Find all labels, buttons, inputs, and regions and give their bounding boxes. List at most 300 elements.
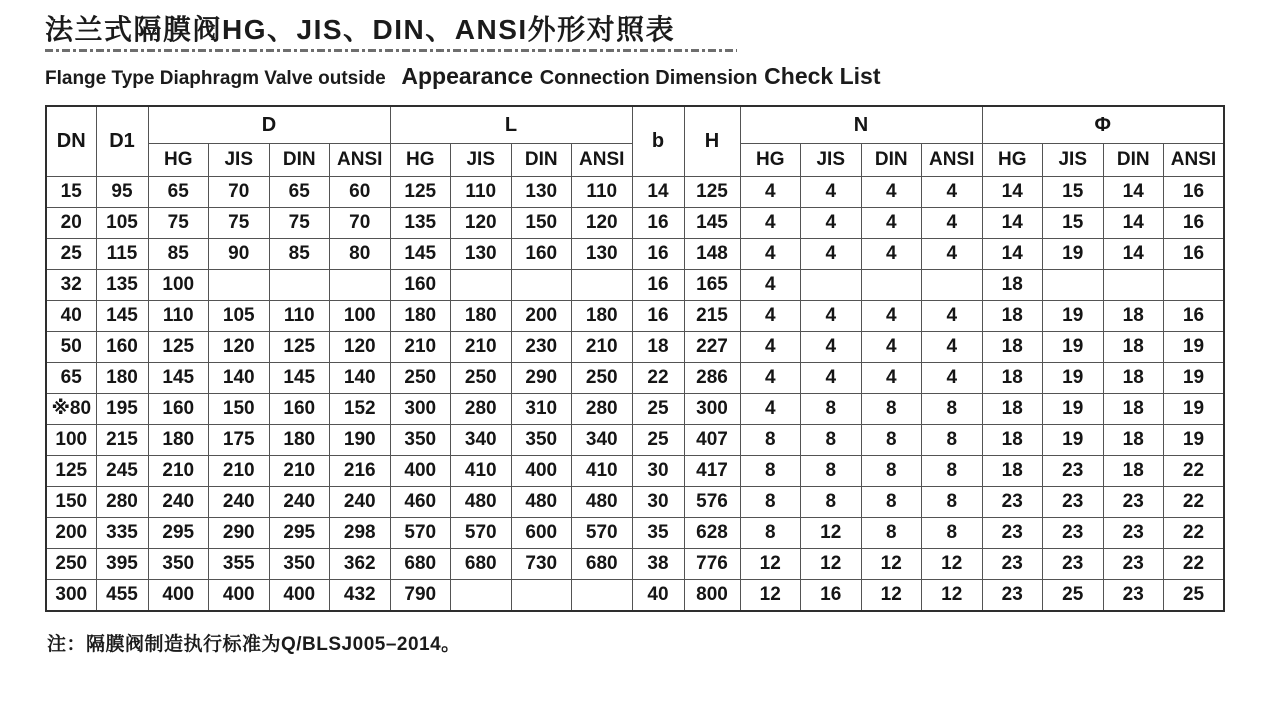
table-cell: 18 (982, 425, 1043, 456)
table-cell: 75 (269, 208, 330, 239)
subcol-header-d-jis: JIS (209, 144, 270, 177)
table-cell: 12 (740, 580, 801, 612)
table-cell: 22 (1164, 487, 1225, 518)
table-cell: 12 (740, 549, 801, 580)
table-cell: 23 (982, 518, 1043, 549)
subcol-header-l-din: DIN (511, 144, 572, 177)
table-cell: 335 (96, 518, 148, 549)
table-cell: 4 (922, 239, 983, 270)
table-cell: 25 (1164, 580, 1225, 612)
table-cell: 455 (96, 580, 148, 612)
table-row (46, 332, 1224, 363)
table-cell: 19 (1164, 332, 1225, 363)
table-cell (451, 580, 512, 612)
table-cell: 4 (861, 301, 922, 332)
table-cell: 245 (96, 456, 148, 487)
table-cell: 160 (148, 394, 209, 425)
table-cell: 8 (922, 456, 983, 487)
dimension-table (45, 105, 1225, 612)
table-cell (861, 270, 922, 301)
table-cell: 4 (922, 332, 983, 363)
table-cell: 776 (684, 549, 740, 580)
table-row (46, 363, 1224, 394)
table-cell: 110 (451, 177, 512, 208)
table-cell: 395 (96, 549, 148, 580)
table-cell: 19 (1164, 363, 1225, 394)
table-cell: 110 (148, 301, 209, 332)
table-cell: 40 (46, 301, 96, 332)
subcol-header-d-hg: HG (148, 144, 209, 177)
table-cell: 90 (209, 239, 270, 270)
table-cell: 210 (390, 332, 451, 363)
table-cell: 135 (390, 208, 451, 239)
table-cell: 4 (740, 270, 801, 301)
table-cell: 210 (572, 332, 633, 363)
table-cell: 480 (572, 487, 633, 518)
table-cell (511, 270, 572, 301)
subtitle-part-2: Appearance (401, 63, 534, 89)
subcol-header-n-din: DIN (861, 144, 922, 177)
table-cell: 4 (801, 363, 862, 394)
table-cell: 210 (148, 456, 209, 487)
table-cell: 100 (330, 301, 391, 332)
table-cell: 200 (511, 301, 572, 332)
table-cell: 4 (740, 239, 801, 270)
table-row (46, 394, 1224, 425)
table-cell: 70 (330, 208, 391, 239)
subcol-header-phi-hg: HG (982, 144, 1043, 177)
table-cell (511, 580, 572, 612)
table-cell: 8 (861, 394, 922, 425)
table-cell: 216 (330, 456, 391, 487)
table-cell: 160 (390, 270, 451, 301)
table-cell: 407 (684, 425, 740, 456)
table-cell: 14 (982, 177, 1043, 208)
table-cell: 60 (330, 177, 391, 208)
table-cell: 15 (1043, 208, 1104, 239)
table-cell: 150 (511, 208, 572, 239)
table-cell: 280 (451, 394, 512, 425)
table-cell (922, 270, 983, 301)
table-cell: 19 (1164, 394, 1225, 425)
col-header-b: b (632, 106, 684, 177)
table-row (46, 177, 1224, 208)
table-cell: 22 (1164, 456, 1225, 487)
table-cell: 12 (861, 580, 922, 612)
table-cell: 460 (390, 487, 451, 518)
table-cell: 300 (390, 394, 451, 425)
table-cell: 4 (861, 208, 922, 239)
table-cell: 65 (148, 177, 209, 208)
table-cell: 15 (46, 177, 96, 208)
table-cell: 4 (922, 208, 983, 239)
table-cell: 295 (148, 518, 209, 549)
table-cell: 680 (390, 549, 451, 580)
table-cell: 23 (1103, 580, 1164, 612)
table-cell: 432 (330, 580, 391, 612)
table-cell (269, 270, 330, 301)
table-cell: 70 (209, 177, 270, 208)
table-cell: 4 (801, 239, 862, 270)
table-cell: 4 (740, 394, 801, 425)
table-cell: 12 (922, 580, 983, 612)
table-cell: 80 (330, 239, 391, 270)
table-row (46, 301, 1224, 332)
table-cell (209, 270, 270, 301)
table-cell: 165 (684, 270, 740, 301)
table-cell: 145 (269, 363, 330, 394)
table-cell: 145 (684, 208, 740, 239)
table-row (46, 580, 1224, 612)
table-cell: 8 (740, 518, 801, 549)
table-cell: 19 (1164, 425, 1225, 456)
page-subtitle (45, 63, 1282, 91)
table-cell: 600 (511, 518, 572, 549)
table-cell: 14 (1103, 208, 1164, 239)
table-cell: 125 (684, 177, 740, 208)
table-cell: 400 (148, 580, 209, 612)
table-header (46, 106, 1224, 177)
table-cell: 790 (390, 580, 451, 612)
table-row (46, 549, 1224, 580)
table-cell: 350 (390, 425, 451, 456)
table-cell: 8 (801, 394, 862, 425)
table-cell: 25 (632, 394, 684, 425)
table-cell: 140 (330, 363, 391, 394)
subtitle-part-1: Flange Type Diaphragm Valve outside (45, 68, 386, 89)
table-cell: 4 (801, 208, 862, 239)
table-cell: 150 (46, 487, 96, 518)
table-cell: 200 (46, 518, 96, 549)
table-cell: 350 (269, 549, 330, 580)
table-cell: 14 (982, 239, 1043, 270)
table-cell: 4 (740, 332, 801, 363)
table-cell: 23 (1043, 549, 1104, 580)
table-cell: 14 (1103, 177, 1164, 208)
table-cell: 16 (632, 208, 684, 239)
table-cell: 8 (861, 487, 922, 518)
table-cell: 18 (982, 394, 1043, 425)
col-header-dn: DN (46, 106, 96, 177)
table-cell: 16 (632, 270, 684, 301)
table-cell: 23 (1043, 456, 1104, 487)
table-cell: 410 (451, 456, 512, 487)
table-cell: 4 (922, 177, 983, 208)
table-cell: 25 (1043, 580, 1104, 612)
table-cell: 15 (1043, 177, 1104, 208)
table-cell: 250 (451, 363, 512, 394)
table-cell: 100 (46, 425, 96, 456)
table-cell: 362 (330, 549, 391, 580)
table-row (46, 239, 1224, 270)
table-cell: 250 (390, 363, 451, 394)
table-cell: 8 (922, 394, 983, 425)
table-cell: 65 (269, 177, 330, 208)
table-cell: 65 (46, 363, 96, 394)
table-cell: 570 (451, 518, 512, 549)
table-cell: 18 (1103, 456, 1164, 487)
table-cell: 18 (1103, 332, 1164, 363)
table-cell: 8 (740, 487, 801, 518)
table-cell (1103, 270, 1164, 301)
table-cell: 18 (982, 456, 1043, 487)
table-cell: 240 (330, 487, 391, 518)
table-cell: 23 (982, 549, 1043, 580)
table-cell (1164, 270, 1225, 301)
table-cell: 340 (451, 425, 512, 456)
table-cell: 105 (209, 301, 270, 332)
table-cell: 85 (148, 239, 209, 270)
table-cell: 350 (511, 425, 572, 456)
table-cell: 23 (1043, 487, 1104, 518)
table-cell: 150 (209, 394, 270, 425)
table-cell: 12 (861, 549, 922, 580)
table-cell: 16 (632, 239, 684, 270)
table-cell: 4 (861, 332, 922, 363)
table-cell: 570 (572, 518, 633, 549)
table-cell: 250 (572, 363, 633, 394)
table-cell: 38 (632, 549, 684, 580)
table-cell: ※80 (46, 394, 96, 425)
table-row (46, 270, 1224, 301)
table-cell: 4 (922, 301, 983, 332)
table-cell: 680 (572, 549, 633, 580)
table-cell: 16 (1164, 208, 1225, 239)
table-cell: 175 (209, 425, 270, 456)
table-cell: 400 (390, 456, 451, 487)
table-cell: 18 (982, 301, 1043, 332)
table-cell: 8 (801, 425, 862, 456)
table-cell: 180 (148, 425, 209, 456)
table-cell: 125 (269, 332, 330, 363)
table-cell: 85 (269, 239, 330, 270)
table-cell: 14 (632, 177, 684, 208)
table-cell: 160 (96, 332, 148, 363)
table-cell: 22 (632, 363, 684, 394)
table-cell: 400 (269, 580, 330, 612)
table-cell: 18 (1103, 301, 1164, 332)
table-cell: 4 (740, 363, 801, 394)
table-cell: 480 (511, 487, 572, 518)
table-cell: 16 (632, 301, 684, 332)
table-cell: 4 (801, 332, 862, 363)
table-cell: 4 (861, 239, 922, 270)
table-cell: 19 (1043, 239, 1104, 270)
table-cell: 16 (1164, 177, 1225, 208)
table-cell: 14 (1103, 239, 1164, 270)
table-cell: 300 (684, 394, 740, 425)
table-cell: 8 (922, 518, 983, 549)
table-cell: 16 (1164, 239, 1225, 270)
table-cell: 23 (1103, 487, 1164, 518)
table-cell: 23 (1043, 518, 1104, 549)
table-cell: 8 (861, 518, 922, 549)
table-cell: 8 (740, 425, 801, 456)
table-cell: 160 (511, 239, 572, 270)
footnote: 注：隔膜阀制造执行标准为Q/BLSJ005–2014。 (47, 634, 461, 655)
table-cell: 18 (982, 332, 1043, 363)
table-cell: 250 (46, 549, 96, 580)
subcol-header-l-ansi: ANSI (572, 144, 633, 177)
table-cell: 19 (1043, 394, 1104, 425)
table-row (46, 456, 1224, 487)
table-cell: 105 (96, 208, 148, 239)
table-cell: 120 (451, 208, 512, 239)
table-cell: 14 (982, 208, 1043, 239)
table-cell: 120 (330, 332, 391, 363)
table-cell: 16 (801, 580, 862, 612)
table-cell: 680 (451, 549, 512, 580)
table-cell: 25 (632, 425, 684, 456)
table-cell: 75 (209, 208, 270, 239)
table-cell: 180 (390, 301, 451, 332)
table-cell: 180 (451, 301, 512, 332)
table-cell: 19 (1043, 363, 1104, 394)
table-cell: 23 (1103, 518, 1164, 549)
table-row (46, 518, 1224, 549)
table-cell: 180 (96, 363, 148, 394)
col-header-n: N (740, 106, 982, 144)
table-cell: 18 (632, 332, 684, 363)
table-cell: 35 (632, 518, 684, 549)
table-cell: 145 (390, 239, 451, 270)
subcol-header-n-hg: HG (740, 144, 801, 177)
table-cell: 140 (209, 363, 270, 394)
table-cell: 23 (982, 580, 1043, 612)
table-cell: 310 (511, 394, 572, 425)
table-cell: 4 (801, 301, 862, 332)
table-cell: 190 (330, 425, 391, 456)
table-cell: 8 (740, 456, 801, 487)
table-cell (330, 270, 391, 301)
table-cell: 18 (982, 363, 1043, 394)
table-cell: 4 (740, 301, 801, 332)
col-header-l: L (390, 106, 632, 144)
table-cell: 130 (572, 239, 633, 270)
table-cell: 4 (861, 363, 922, 394)
table-cell: 280 (96, 487, 148, 518)
table-cell: 8 (861, 456, 922, 487)
table-cell (1043, 270, 1104, 301)
table-cell: 298 (330, 518, 391, 549)
table-cell: 4 (922, 363, 983, 394)
table-cell: 4 (740, 208, 801, 239)
table-cell: 4 (740, 177, 801, 208)
table-cell: 130 (511, 177, 572, 208)
table-cell: 290 (209, 518, 270, 549)
table-row (46, 487, 1224, 518)
table-cell: 20 (46, 208, 96, 239)
subcol-header-phi-din: DIN (1103, 144, 1164, 177)
table-cell: 145 (148, 363, 209, 394)
table-cell: 40 (632, 580, 684, 612)
table-cell: 410 (572, 456, 633, 487)
subcol-header-l-hg: HG (390, 144, 451, 177)
table-cell: 300 (46, 580, 96, 612)
col-header-d1: D1 (96, 106, 148, 177)
table-cell: 115 (96, 239, 148, 270)
table-cell: 25 (46, 239, 96, 270)
col-header-d: D (148, 106, 390, 144)
table-cell: 295 (269, 518, 330, 549)
table-cell: 730 (511, 549, 572, 580)
table-cell (801, 270, 862, 301)
table-cell: 800 (684, 580, 740, 612)
table-cell: 120 (572, 208, 633, 239)
table-cell: 180 (269, 425, 330, 456)
table-cell: 8 (801, 487, 862, 518)
table-cell: 355 (209, 549, 270, 580)
table-cell: 95 (96, 177, 148, 208)
table-cell: 152 (330, 394, 391, 425)
table-cell: 576 (684, 487, 740, 518)
table-cell: 400 (209, 580, 270, 612)
table-cell: 8 (801, 456, 862, 487)
table-cell: 30 (632, 456, 684, 487)
table-cell: 290 (511, 363, 572, 394)
page-title: 法兰式隔膜阀HG、JIS、DIN、ANSI外形对照表 (45, 14, 676, 45)
table-cell: 8 (861, 425, 922, 456)
table-cell: 12 (922, 549, 983, 580)
table-cell: 350 (148, 549, 209, 580)
table-cell: 4 (861, 177, 922, 208)
table-cell: 340 (572, 425, 633, 456)
col-header-h: H (684, 106, 740, 177)
table-cell: 30 (632, 487, 684, 518)
subcol-header-n-jis: JIS (801, 144, 862, 177)
table-cell: 240 (148, 487, 209, 518)
subcol-header-n-ansi: ANSI (922, 144, 983, 177)
subtitle-part-4: Check List (764, 63, 881, 89)
table-cell: 12 (801, 549, 862, 580)
table-cell: 16 (1164, 301, 1225, 332)
table-cell: 23 (982, 487, 1043, 518)
table-cell: 400 (511, 456, 572, 487)
table-cell: 210 (269, 456, 330, 487)
table-cell: 145 (96, 301, 148, 332)
table-cell: 22 (1164, 518, 1225, 549)
table-cell: 22 (1164, 549, 1225, 580)
table-cell: 8 (922, 425, 983, 456)
table-cell (572, 580, 633, 612)
subcol-header-phi-ansi: ANSI (1164, 144, 1225, 177)
table-cell (451, 270, 512, 301)
table-cell: 125 (148, 332, 209, 363)
table-cell: 19 (1043, 301, 1104, 332)
table-cell: 210 (209, 456, 270, 487)
table-cell: 19 (1043, 332, 1104, 363)
table-cell: 18 (982, 270, 1043, 301)
table-cell: 160 (269, 394, 330, 425)
table-cell: 100 (148, 270, 209, 301)
table-cell (572, 270, 633, 301)
table-cell: 50 (46, 332, 96, 363)
table-cell: 280 (572, 394, 633, 425)
table-cell: 125 (46, 456, 96, 487)
table-cell: 210 (451, 332, 512, 363)
table-row (46, 425, 1224, 456)
table-cell: 8 (922, 487, 983, 518)
table-cell: 135 (96, 270, 148, 301)
table-cell: 230 (511, 332, 572, 363)
subcol-header-l-jis: JIS (451, 144, 512, 177)
table-cell: 227 (684, 332, 740, 363)
subcol-header-phi-jis: JIS (1043, 144, 1104, 177)
table-cell: 180 (572, 301, 633, 332)
table-cell: 148 (684, 239, 740, 270)
table-cell: 628 (684, 518, 740, 549)
table-cell: 286 (684, 363, 740, 394)
